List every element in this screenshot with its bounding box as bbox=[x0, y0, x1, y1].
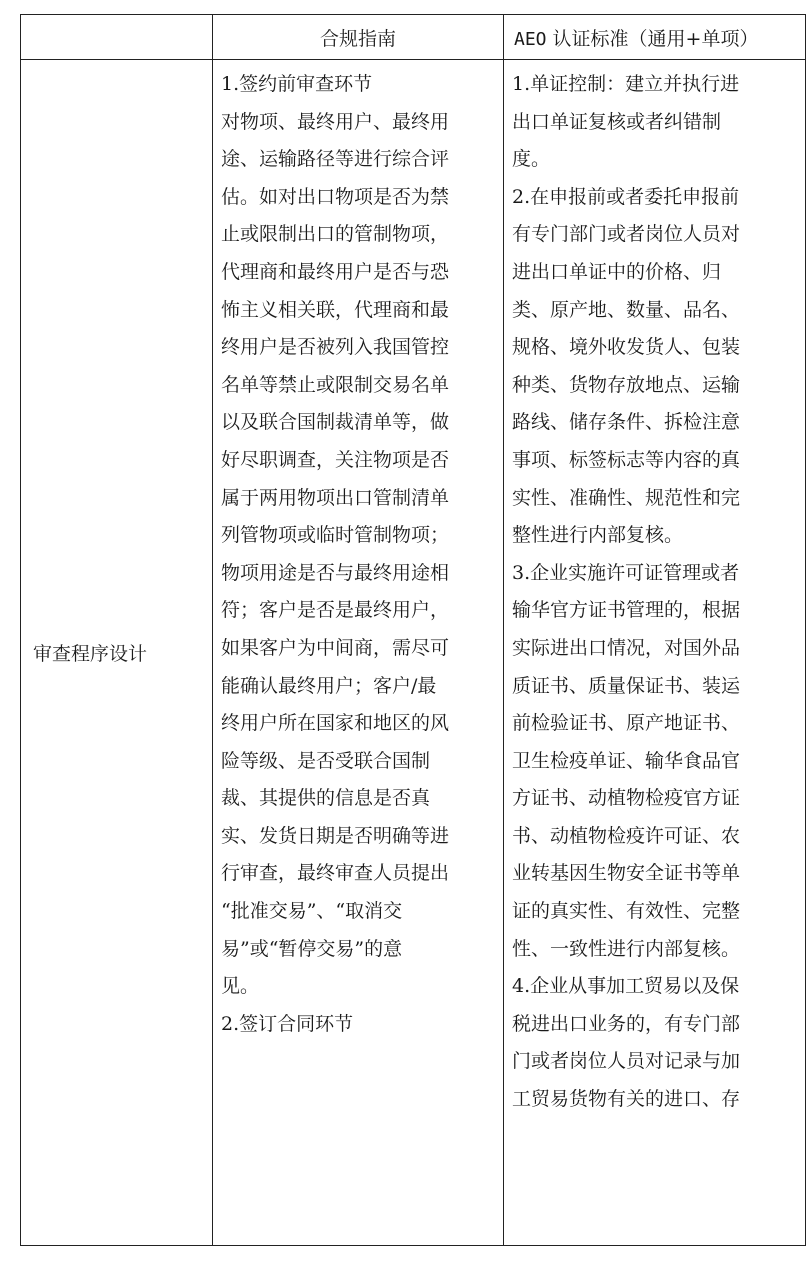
header-row bbox=[21, 15, 806, 60]
text-line: 途、运输路径等进行综合评 bbox=[221, 148, 450, 171]
text-line: 估。如对出口物项是否为禁 bbox=[221, 185, 450, 208]
text-line: 实际进出口情况，对国外品 bbox=[512, 636, 741, 659]
text-line: 如果客户为中间商，需尽可 bbox=[221, 636, 450, 659]
row-label-review-procedure: 审查程序设计 bbox=[21, 60, 213, 1246]
text-line: 性、一致性进行内部复核。 bbox=[512, 937, 741, 960]
text-line: 规格、境外收发货人、包装 bbox=[512, 336, 741, 359]
text-line: 路线、储存条件、拆检注意 bbox=[512, 411, 741, 434]
text-line: 以及联合国制裁清单等，做 bbox=[221, 411, 450, 434]
text-line: 门或者岗位人员对记录与加 bbox=[512, 1050, 741, 1073]
text-line: 输华官方证书管理的，根据 bbox=[512, 599, 741, 622]
text-line: 符；客户是否是最终用户， bbox=[221, 599, 450, 622]
text-line: 税进出口业务的，有专门部 bbox=[512, 1012, 741, 1035]
text-line: 列管物项或临时管制物项； bbox=[221, 524, 450, 547]
text-line: 怖主义相关联，代理商和最 bbox=[221, 298, 450, 321]
aeo-text-cell bbox=[504, 60, 806, 1246]
text-line: 出口单证复核或者纠错制 bbox=[512, 110, 722, 133]
text-line: 属于两用物项出口管制清单 bbox=[221, 486, 450, 509]
text-line: 进出口单证中的价格、归 bbox=[512, 260, 722, 283]
text-line: 有专门部门或者岗位人员对 bbox=[512, 223, 741, 246]
guide-text-cell bbox=[213, 60, 504, 1246]
header-aeo-prefix: AEO bbox=[514, 28, 547, 50]
guide-text-lines bbox=[221, 66, 497, 1043]
header-aeo-rest: 认证标准（通用+单项） bbox=[546, 27, 759, 50]
aeo-text-lines bbox=[512, 66, 799, 1119]
content-row bbox=[21, 60, 806, 1246]
text-line: 质证书、质量保证书、装运 bbox=[512, 674, 741, 697]
text-line: 整性进行内部复核。 bbox=[512, 524, 684, 547]
text-line: 好尽职调查，关注物项是否 bbox=[221, 448, 450, 471]
text-line: 实性、准确性、规范性和完 bbox=[512, 486, 741, 509]
text-line: 1.签约前审查环节 bbox=[221, 73, 373, 95]
text-line: 1.单证控制：建立并执行进 bbox=[512, 73, 740, 95]
text-line: 4.企业从事加工贸易以及保 bbox=[512, 975, 740, 998]
text-line: 实、发货日期是否明确等进 bbox=[221, 824, 450, 847]
text-line: 对物项、最终用户、最终用 bbox=[221, 110, 450, 133]
text-line: 书、动植物检疫许可证、农 bbox=[512, 824, 741, 847]
text-line: 能确认最终用户；客户/最 bbox=[221, 674, 437, 697]
text-line: 物项用途是否与最终用途相 bbox=[221, 561, 450, 584]
text-line: 易”或“暂停交易”的意 bbox=[221, 937, 403, 960]
header-cell-aeo-standard bbox=[504, 15, 806, 60]
text-line: 终用户是否被列入我国管控 bbox=[221, 336, 450, 359]
text-line: 3.企业实施许可证管理或者 bbox=[512, 561, 740, 584]
text-line: 方证书、动植物检疫官方证 bbox=[512, 787, 741, 810]
text-line: 证的真实性、有效性、完整 bbox=[512, 900, 741, 923]
text-line: 行审查，最终审查人员提出 bbox=[221, 862, 450, 885]
text-line: 前检验证书、原产地证书、 bbox=[512, 712, 741, 735]
text-line: 终用户所在国家和地区的风 bbox=[221, 712, 450, 735]
text-line: 止或限制出口的管制物项， bbox=[221, 223, 450, 246]
compliance-comparison-table bbox=[20, 14, 806, 1246]
text-line: 业转基因生物安全证书等单 bbox=[512, 862, 741, 885]
text-line: 事项、标签标志等内容的真 bbox=[512, 448, 741, 471]
text-line: 种类、货物存放地点、运输 bbox=[512, 373, 741, 396]
text-line: 度。 bbox=[512, 148, 551, 171]
text-line: 见。 bbox=[221, 975, 260, 998]
text-line: 裁、其提供的信息是否真 bbox=[221, 787, 431, 810]
text-line: 名单等禁止或限制交易名单 bbox=[221, 373, 450, 396]
text-line: 卫生检疫单证、输华食品官 bbox=[512, 749, 741, 772]
text-line: 工贸易货物有关的进口、存 bbox=[512, 1088, 741, 1111]
text-line: 2.签订合同环节 bbox=[221, 1012, 354, 1035]
header-cell-compliance-guide: 合规指南 bbox=[213, 15, 504, 60]
text-line: 2.在申报前或者委托申报前 bbox=[512, 185, 740, 208]
text-line: “批准交易”、“取消交 bbox=[221, 900, 403, 923]
header-cell-empty bbox=[21, 15, 213, 60]
text-line: 险等级、是否受联合国制 bbox=[221, 749, 431, 772]
text-line: 类、原产地、数量、品名、 bbox=[512, 298, 741, 321]
text-line: 代理商和最终用户是否与恐 bbox=[221, 260, 450, 283]
